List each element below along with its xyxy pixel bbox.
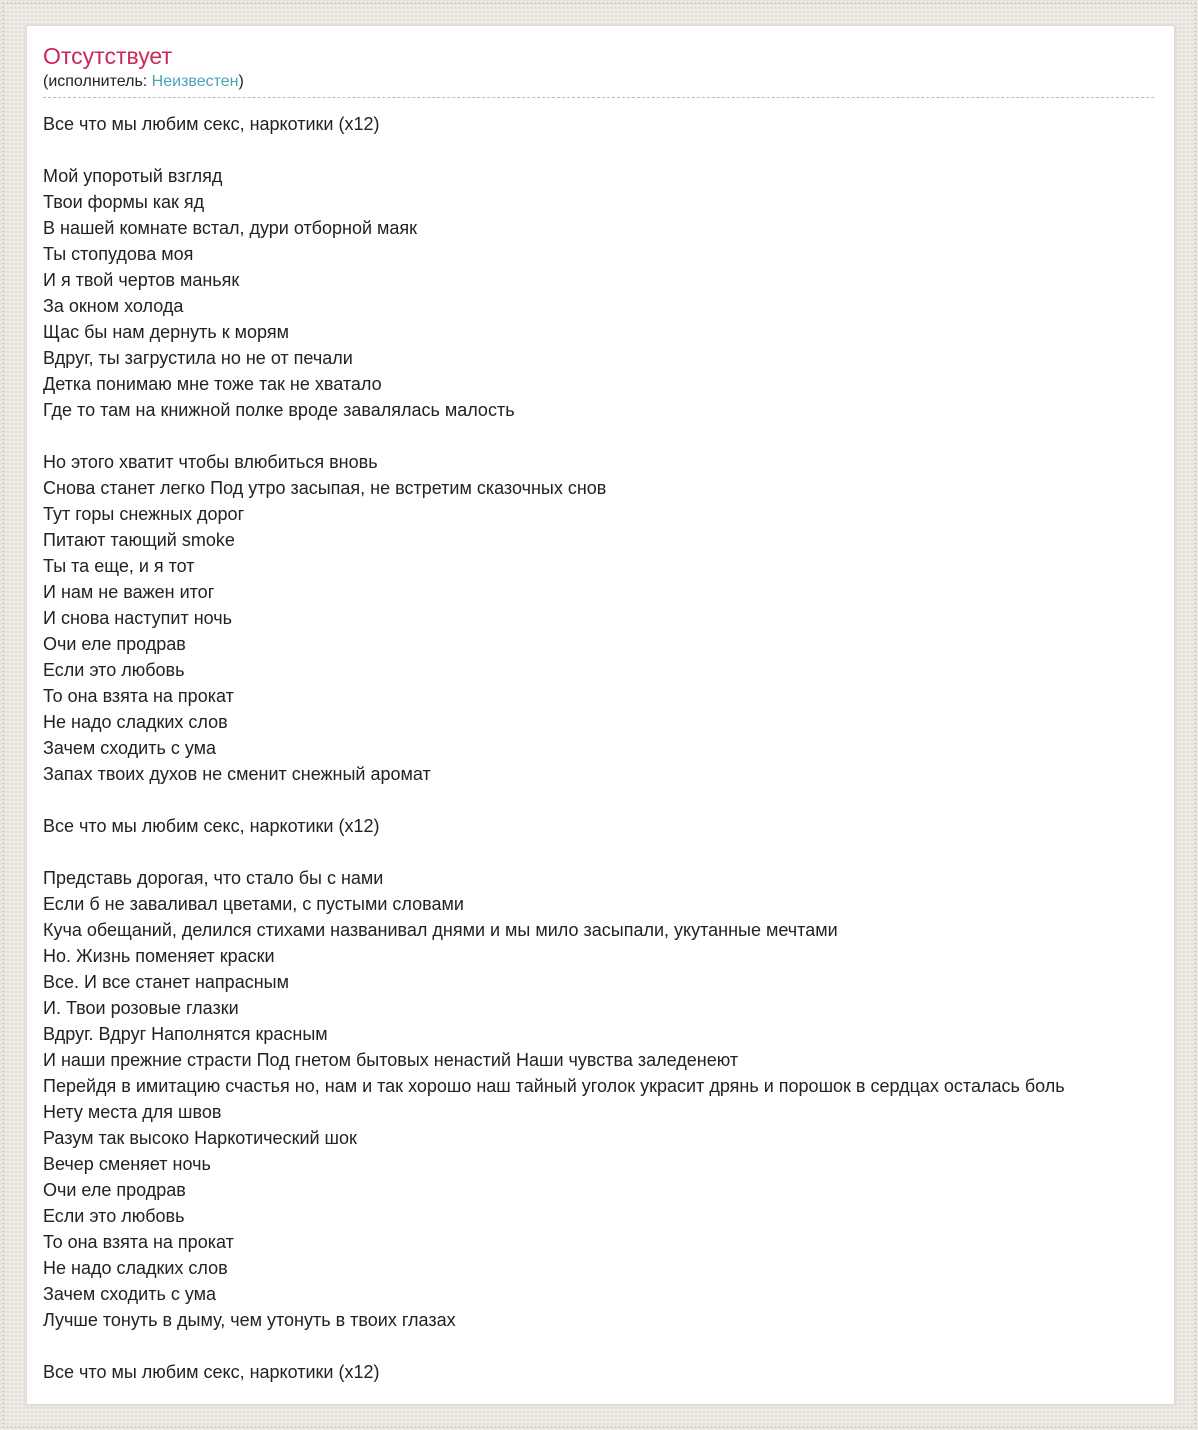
lyric-line: Где то там на книжной полке вроде завалялась малость: [43, 400, 515, 420]
song-header: [43, 42, 1154, 98]
lyric-line: Разум так высоко Наркотический шок: [43, 1128, 357, 1148]
lyric-line: Если это любовь: [43, 1206, 185, 1226]
lyric-line: Если б не заваливал цветами, с пустыми словами: [43, 894, 464, 914]
artist-label-suffix: ): [238, 73, 244, 90]
artist-label-prefix: (исполнитель:: [43, 73, 152, 90]
lyric-line: И наши прежние страсти Под гнетом бытовых ненастий Наши чувства заледенеют: [43, 1050, 739, 1070]
lyric-line: Если это любовь: [43, 660, 185, 680]
lyric-line: Лучше тонуть в дыму, чем утонуть в твоих глазах: [43, 1310, 456, 1330]
lyric-line: И нам не важен итог: [43, 582, 215, 602]
lyric-line: Вечер сменяет ночь: [43, 1154, 211, 1174]
lyric-stanza: [43, 1359, 1154, 1385]
lyric-line: Но этого хватит чтобы влюбиться вновь: [43, 452, 378, 472]
lyric-line: Мой упоротый взгляд: [43, 166, 223, 186]
lyric-line: Не надо сладких слов: [43, 712, 228, 732]
lyric-stanza: [43, 813, 1154, 839]
lyric-line: За окном холода: [43, 296, 184, 316]
lyric-line: Запах твоих духов не сменит снежный аромат: [43, 764, 431, 784]
lyric-line: Снова станет легко Под утро засыпая, не встретим сказочных снов: [43, 478, 607, 498]
lyric-line: Ты стопудова моя: [43, 244, 194, 264]
lyric-line: Все что мы любим секс, наркотики (х12): [43, 114, 380, 134]
lyric-line: Все что мы любим секс, наркотики (х12): [43, 816, 380, 836]
lyrics-text: [43, 111, 1154, 1385]
lyric-line: Куча обещаний, делился стихами названивал днями и мы мило засыпали, укутанные мечтами: [43, 920, 838, 940]
lyric-line: Твои формы как яд: [43, 192, 205, 212]
lyric-line: Не надо сладких слов: [43, 1258, 228, 1278]
lyric-line: Детка понимаю мне тоже так не хватало: [43, 374, 382, 394]
artist-link[interactable]: Неизвестен: [151, 73, 239, 90]
lyric-line: Питают тающий smoke: [43, 530, 235, 550]
lyric-line: Очи еле продрав: [43, 1180, 186, 1200]
lyric-line: И. Твои розовые глазки: [43, 998, 239, 1018]
lyric-line: Представь дорогая, что стало бы с нами: [43, 868, 384, 888]
artist-line: [43, 72, 1154, 92]
lyric-line: В нашей комнате встал, дури отборной маяк: [43, 218, 418, 238]
lyric-line: Очи еле продрав: [43, 634, 186, 654]
lyric-stanza: [43, 111, 1154, 137]
lyric-line: Вдруг. Вдруг Наполнятся красным: [43, 1024, 328, 1044]
lyric-line: Перейдя в имитацию счастья но, нам и так хорошо наш тайный уголок украсит дрянь и порошок в сердцах осталась боль: [43, 1076, 1065, 1096]
lyric-stanza: [43, 449, 1154, 787]
lyric-line: Но. Жизнь поменяет краски: [43, 946, 275, 966]
lyric-stanza: [43, 163, 1154, 423]
lyric-line: Тут горы снежных дорог: [43, 504, 245, 524]
lyric-line: Нету места для швов: [43, 1102, 222, 1122]
lyric-line: Вдруг, ты загрустила но не от печали: [43, 348, 353, 368]
lyric-line: Ты та еще, и я тот: [43, 556, 195, 576]
lyric-stanza: [43, 865, 1154, 1333]
lyric-line: То она взята на прокат: [43, 686, 234, 706]
page-title: Отсутствует: [43, 43, 172, 69]
lyric-line: Все что мы любим секс, наркотики (х12): [43, 1362, 380, 1382]
lyrics-card: [26, 25, 1175, 1405]
lyric-line: И я твой чертов маньяк: [43, 270, 240, 290]
lyric-line: Зачем сходить с ума: [43, 1284, 217, 1304]
lyric-line: Зачем сходить с ума: [43, 738, 217, 758]
lyric-line: То она взята на прокат: [43, 1232, 234, 1252]
lyric-line: Щас бы нам дернуть к морям: [43, 322, 289, 342]
lyric-line: И снова наступит ночь: [43, 608, 233, 628]
lyric-line: Все. И все станет напрасным: [43, 972, 289, 992]
